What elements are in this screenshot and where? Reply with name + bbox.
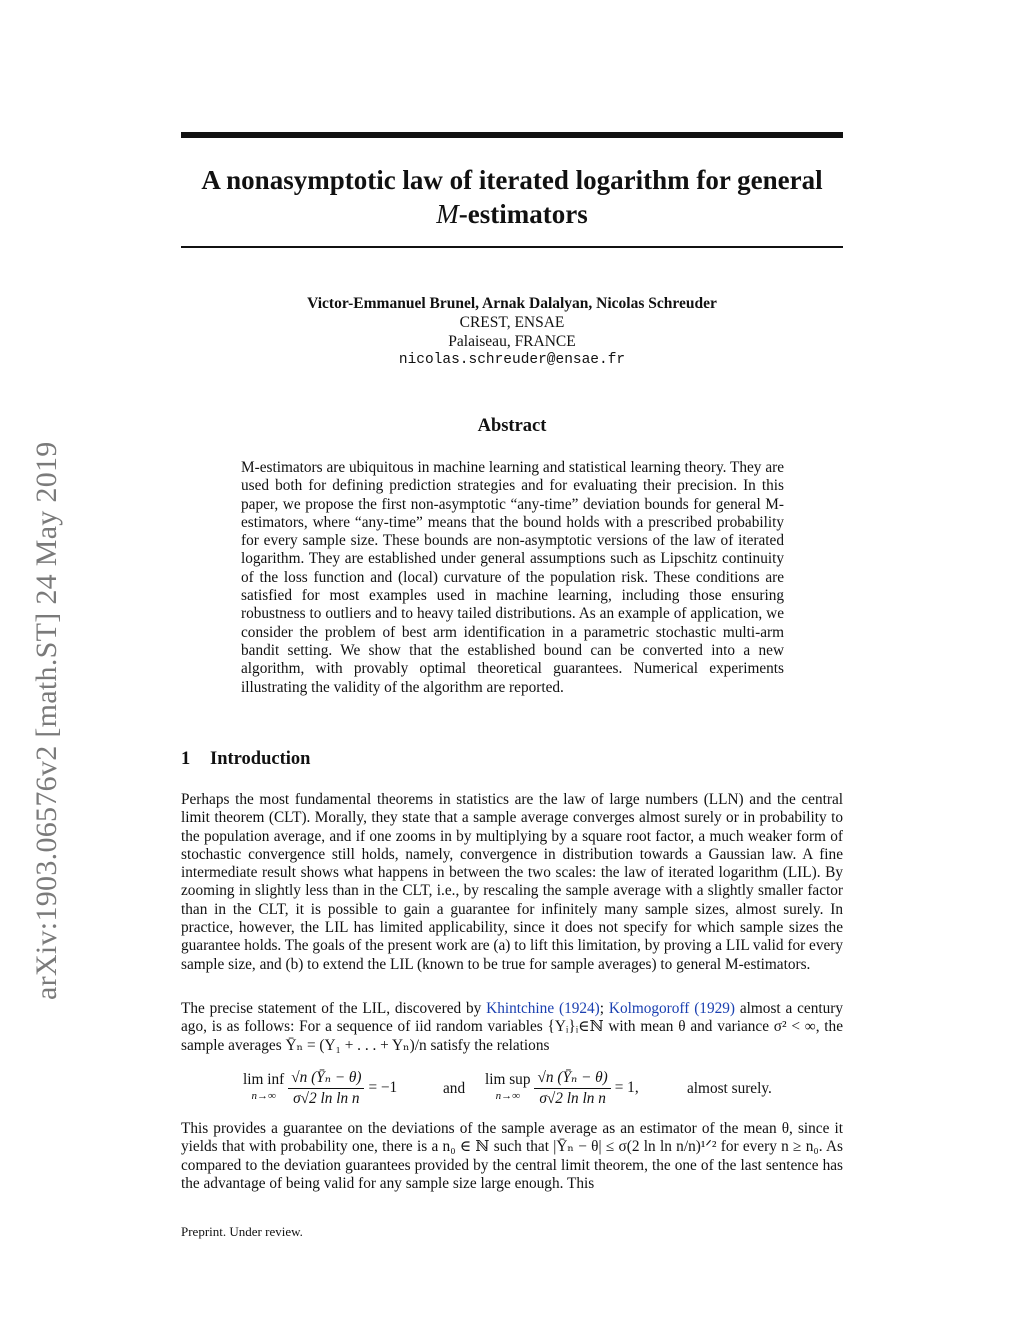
intro-paragraph-1: Perhaps the most fundamental theorems in statistics are the law of large numbers (LLN) and the central limit theorem (CLT). Morally, they state that a sample average converges almost surely or in probability to the population average, and if one zooms in by multiplying by a square root factor, a much weaker form of stochastic convergence still holds, namely, convergence in distribution towards a Gaussian law. A fine intermediate result shows what happens in between the two scales: the law of iterated logarithm (LIL). By zooming in slightly less than in the CLT, i.e., by rescaling the sample average with a slightly smaller factor than in the CLT, it is possible to gain a guarantee for infinitely many sample sizes, almost surely. In practice, however, the LIL has limited applicability, since it does not specify for which sample sizes the guarantee holds. The goals of the present work are (a) to lift this limitation, by proving a LIL valid for every sample size, and (b) to extend the LIL (known to be true for sample averages) to general M-estimators. xyxy=(181,791,843,973)
equation-tail: almost surely. xyxy=(687,1080,772,1097)
intro-paragraph-3: This provides a guarantee on the deviations of the sample average as an estimator of the mean θ, since it yields that with probability one, there is a n₀ ∈ ℕ such that |Ȳₙ − θ| ≤ σ(2 ln ln n/n)¹ᐟ² for every n ≥ n₀. As compared to the deviation guarantees provided by the central limit theorem, the one of the last sentence has the advantage of being valid for any sample size large enough. This xyxy=(181,1120,843,1192)
title-line-2 xyxy=(170,197,854,231)
section-title: Introduction xyxy=(210,749,311,769)
author-block xyxy=(181,294,843,370)
title-top-rule xyxy=(181,132,843,138)
title-line-1: A nonasymptotic law of iterated logarithm for general xyxy=(201,165,823,195)
limsup-fraction: $\frac{\text{√n (Ȳₙ − θ)}}{\text{σ√2 ln ln n}}$ xyxy=(534,1068,610,1108)
arxiv-sidebar-stamp: arXiv:1903.06576v2 [math.ST] 24 May 2019 xyxy=(30,441,63,1000)
paragraph-2-lead: The precise statement of the LIL, discovered by xyxy=(181,1000,487,1017)
footer-note: Preprint. Under review. xyxy=(181,1224,303,1239)
lil-equation xyxy=(181,1068,843,1112)
intro-paragraph-2: The precise statement of the LIL, discovered by Khintchine (1924); Kolmogoroff (1929) almost a century ago, is as follows: For a sequence of iid random variables {Yᵢ}ᵢ∈ℕ with mean θ and variance σ² < ∞, the sample averages Ȳₙ = (Y₁ + . . . + Yₙ)/n satisfy the relations xyxy=(181,1000,844,1054)
location: Palaiseau, FRANCE xyxy=(448,333,576,350)
title-bottom-rule xyxy=(181,246,843,248)
abstract-text: M-estimators are ubiquitous in machine learning and statistical learning theory. They are used both for defining prediction strategies and for evaluating their precision. In this paper, we propose the first non-asymptotic “any-time” deviation bounds for general M-estimators, where “any-time” means that the bound holds with a prescribed probability for every sample size. These bounds are non-asymptotic versions of the law of iterated logarithm. They are established under general assumptions such as Lipschitz continuity of the loss function and (local) curvature of the population risk. These conditions are satisfied for most examples used in machine learning, including those ensuring robustness to outliers and to heavy tailed distributions. As an example of application, we consider the problem of best arm identification in a parametric stochastic multi-arm bandit setting. We show that the established bound can be converted into a new algorithm, with provably optimal theoretical guarantees. Numerical experiments illustrating the validity of the algorithm are reported. xyxy=(241,459,784,696)
author-email: nicolas.schreuder@ensae.fr xyxy=(398,352,626,368)
paper-title xyxy=(170,163,854,231)
equation-and: and xyxy=(443,1080,466,1097)
affiliation: CREST, ENSAE xyxy=(459,314,565,331)
citation-kolmogoroff[interactable]: Kolmogoroff (1929) xyxy=(608,1000,735,1017)
abstract-heading: Abstract xyxy=(477,416,547,436)
title-line-2-text: -estimators xyxy=(458,199,588,229)
liminf-operator: lim inf n→∞ xyxy=(243,1071,285,1102)
limsup-operator: lim sup n→∞ xyxy=(485,1071,531,1102)
citation-khintchine[interactable]: Khintchine (1924) xyxy=(486,1000,600,1017)
liminf-value: = −1 xyxy=(368,1079,398,1096)
title-math-symbol: M xyxy=(436,199,459,229)
paragraph-2-rest: almost a century ago, is as follows: For a sequence of iid random variables {Yᵢ}ᵢ∈ℕ with mean θ and variance σ² < ∞, the sample averages Ȳₙ = (Y₁ + . . . + Yₙ)/n satisfy the relations xyxy=(181,1000,844,1054)
section-heading xyxy=(181,749,310,770)
equation-limsup-part xyxy=(485,1068,639,1108)
section-number: 1 xyxy=(181,749,191,769)
liminf-fraction: $\frac{\text{√n (Ȳₙ − θ)}}{\text{σ√2 ln ln n}}$ xyxy=(288,1068,364,1108)
equation-liminf-part xyxy=(243,1068,397,1108)
limsup-value: = 1, xyxy=(614,1079,639,1096)
author-names: Victor-Emmanuel Brunel, Arnak Dalalyan, Nicolas Schreuder xyxy=(307,295,717,312)
